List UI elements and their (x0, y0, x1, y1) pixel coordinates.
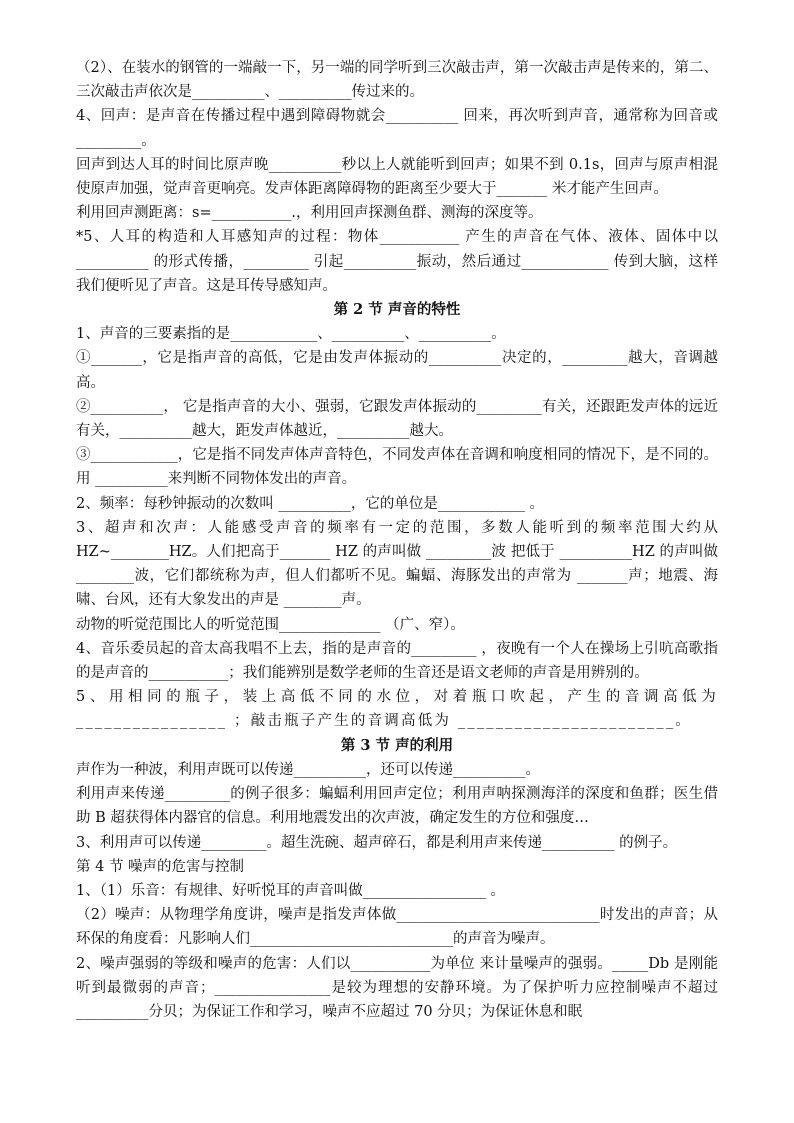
paragraph-bottles: 5、用相同的瓶子，装上高低不同的水位，对着瓶口吹起，产生的音调高低为________________ ；敲击瓶子产生的音调高低为 _______________________。 (76, 689, 718, 730)
section-title-noise: 第 4 节 噪声的危害与控制 (76, 858, 245, 875)
paragraph-information-examples: 利用声来传递_________的例子很多：蝙蝠利用回声定位；利用声呐探测海洋的深度和鱼群；医生借助 B 超获得体内器官的信息。利用地震发出的次声波，确定发生的方位和强度… (76, 786, 718, 827)
paragraph-noise-levels: 2、噪声强弱的等级和噪声的危害：人们以___________为单位 来计量噪声的强弱。_____Db 是刚能听到最微弱的声音；________________是较为理想的安静环境。为了保护听力应控制噪声不超过 __________分贝；为保证工作和学习，噪声不应超过 70 分贝；为保证休息和眠 (76, 955, 718, 1020)
paragraph-three-elements: 1、声音的三要素指的是____________、__________、__________。 (76, 326, 506, 343)
paragraph-ear-perception: *5、人耳的构造和人耳感知声的过程：物体___________ 产生的声音在气体、液体、固体中以__________ 的形式传播，_________ 引起__________振动，然后通过____________ 传到大脑，这样我们便听见了声音。这是耳传导感知声。 (76, 229, 718, 294)
document-page (76, 56, 718, 1024)
paragraph-music-teacher: 4、音乐委员起的音太高我唱不上去，指的是声音的_________ ，夜晚有一个人在操场上引吭高歌指的是声音的___________；我们能辨别是数学老师的生音还是语文老师的声音是用辨别的。 (76, 640, 718, 682)
paragraph-sound-wave-transfer: 声作为一种波，利用声既可以传递__________，还可以传递__________。 (76, 761, 540, 778)
paragraph-musical-sound: 1、（1）乐音：有规律、好听悦耳的声音叫做_________________ 。 (76, 882, 506, 899)
paragraph-ultrasound-infrasound: 3、超声和次声：人能感受声音的频率有一定的范围，多数人能听到的频率范围大约从HZ~________HZ。人们把高于_______ HZ 的声叫做 _________波 把低于 __________HZ 的声叫做 ________波，它们都统称为声，但人们都听不见。蝙蝠、海豚发出的声常为 _______声；地震、海啸、台风，还有大象发出的声是 ________声。 (76, 519, 718, 609)
paragraph-loudness: ②__________， 它是指声音的大小、强弱，它跟发声体振动的_________有关，还跟距发声体的远近有关，__________越大，距发声体越近，__________越大。 (76, 398, 718, 440)
paragraph-noise-definition: （2）噪声：从物理学角度讲，噪声是指发声体做____________________________时发出的声音；从环保的角度看：凡影响人们____________________________的声音为噪声。 (76, 907, 718, 948)
paragraph-timbre: ③____________，它是指不同发声体声音特色，不同发声体在音调和响度相同的情况下，是不同的。用 __________来判断不同物体发出的声音。 (76, 447, 718, 488)
paragraph-steel-pipe: （2）、在装水的钢管的一端敲一下，另一端的同学听到三次敲击声，第一次敲击声是传来的，第二、三次敲击声依次是__________、__________传过来的。 (76, 60, 718, 101)
paragraph-energy-transfer: 3、利用声可以传递_________。超生洗碗、超声碎石，都是利用声来传递__________ 的例子。 (76, 834, 678, 851)
section-title-uses-of-sound: 第 3 节 声的利用 (340, 736, 454, 754)
paragraph-animal-hearing: 动物的听觉范围比人的听觉范围______________ （广、窄）。 (76, 616, 465, 633)
paragraph-echo-definition: 4、回声：是声音在传播过程中遇到障碍物就会__________ 回来，再次听到声音，通常称为回音或_________。 (76, 108, 718, 149)
section-title-sound-characteristics: 第 2 节 声音的特性 (333, 301, 461, 319)
paragraph-frequency: 2、频率：每秒钟振动的次数叫 __________，它的单位是____________ 。 (76, 495, 544, 512)
paragraph-pitch: ①_______，它是指声音的高低，它是由发声体振动的__________决定的，_________越大，音调越高。 (76, 350, 718, 391)
paragraph-echo-time: 回声到达人耳的时间比原声晚__________秒以上人就能听到回声；如果不到 0.1s，回声与原声相混使原声加强，觉声音更响亮。发声体距离障碍物的距离至少要大于_______ 米才能产生回声。 (76, 156, 718, 198)
paragraph-echo-distance: 利用回声测距离：s=___________.，利用回声探测鱼群、测海的深度等。 (76, 205, 543, 222)
